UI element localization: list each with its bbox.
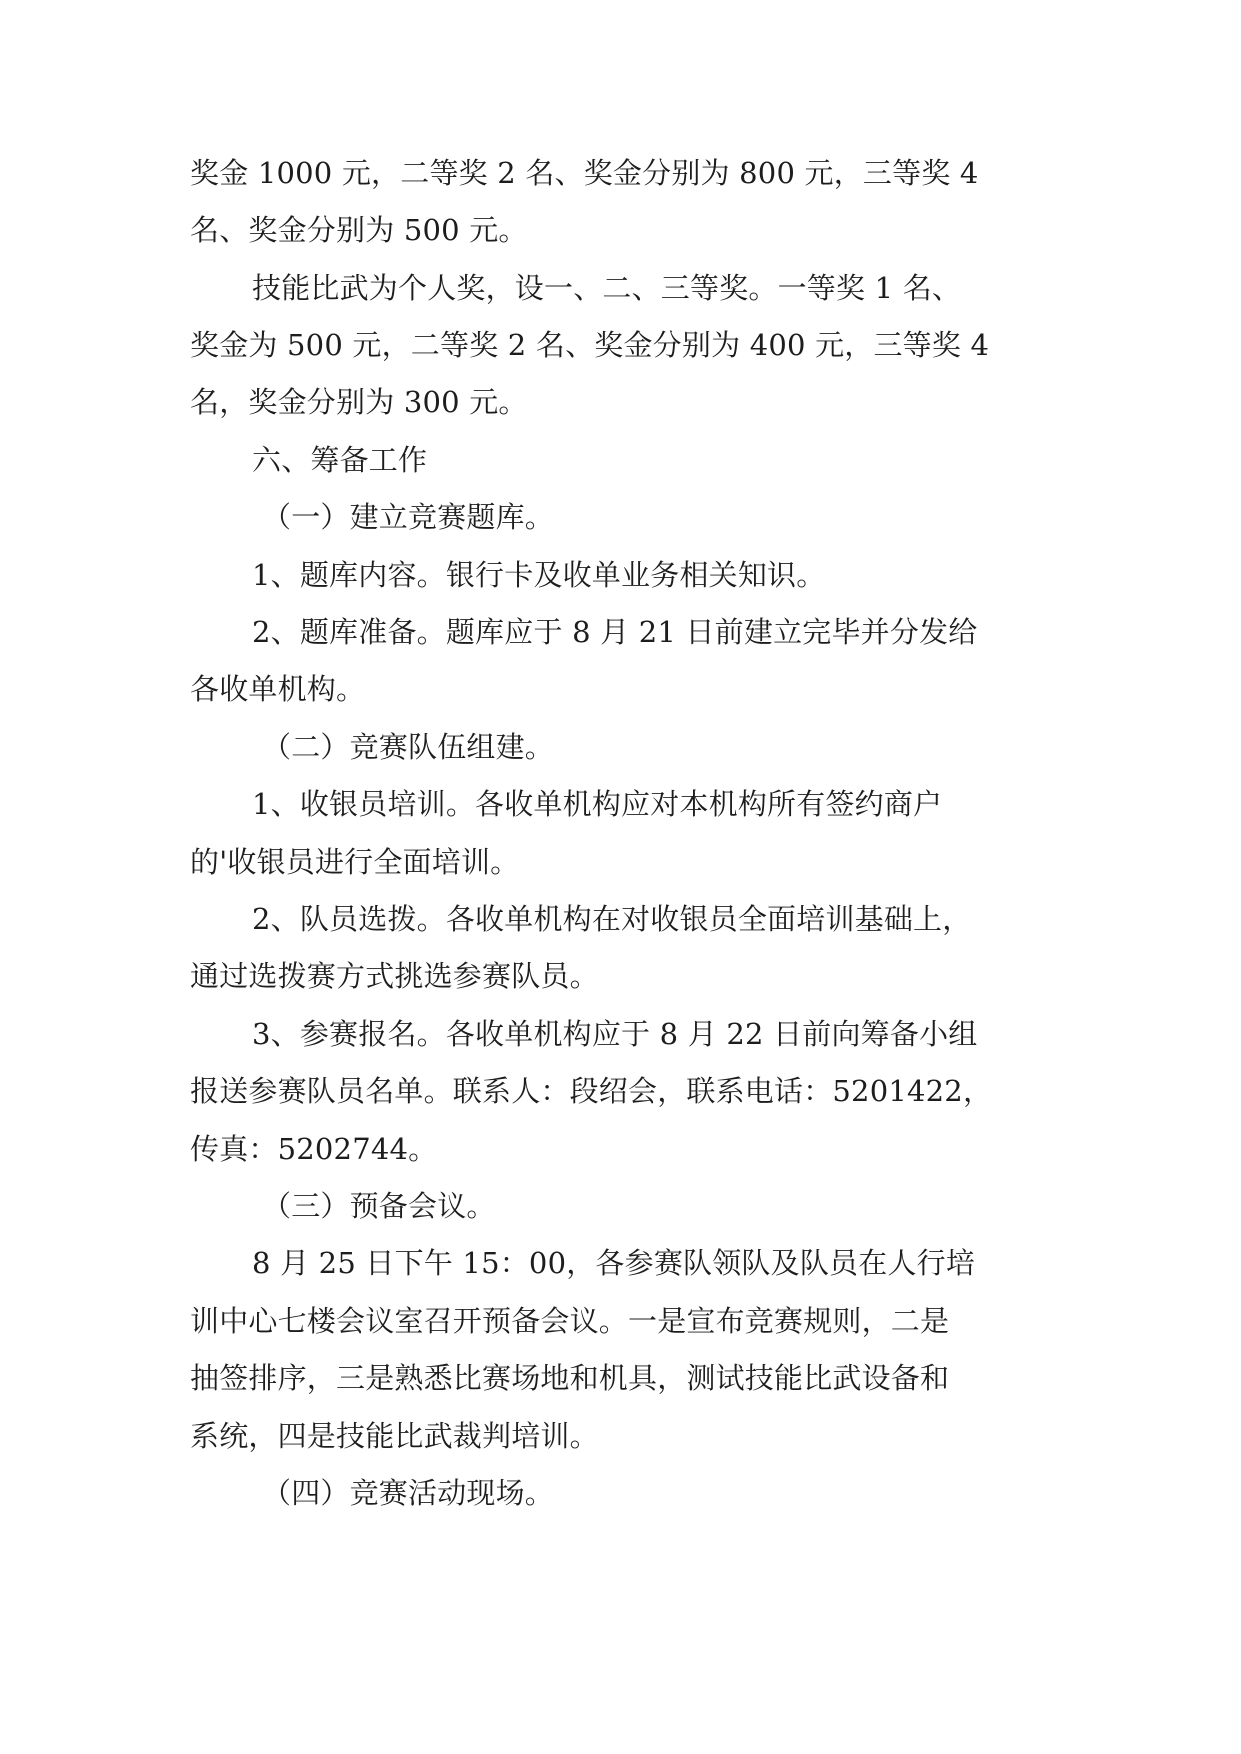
text-line-prize-2: 名、奖金分别为 500 元。 bbox=[190, 213, 528, 247]
item-cashier-training-2: 的'收银员进行全面培训。 bbox=[190, 845, 520, 879]
item-question-prep-1: 2、题库准备。题库应于 8 月 21 日前建立完毕并分发给 bbox=[252, 615, 978, 649]
subheading-team-building: （二）竞赛队伍组建。 bbox=[262, 730, 555, 764]
meeting-text-2: 训中心七楼会议室召开预备会议。一是宣布竞赛规则，二是 bbox=[190, 1304, 950, 1338]
item-member-selection-2: 通过选拨赛方式挑选参赛队员。 bbox=[190, 959, 599, 993]
subheading-preparatory-meeting: （三）预备会议。 bbox=[262, 1189, 496, 1223]
subheading-question-bank: （一）建立竞赛题库。 bbox=[262, 500, 555, 534]
item-registration-2: 报送参赛队员名单。联系人：段绍会，联系电话：5201422， bbox=[190, 1074, 993, 1108]
item-question-prep-2: 各收单机构。 bbox=[190, 672, 366, 706]
subheading-competition-site: （四）竞赛活动现场。 bbox=[262, 1476, 555, 1510]
text-line-prize-1: 奖金 1000 元，二等奖 2 名、奖金分别为 800 元，三等奖 4 bbox=[190, 156, 979, 190]
text-line-skill-1: 技能比武为个人奖，设一、二、三等奖。一等奖 1 名、 bbox=[252, 271, 962, 305]
item-question-content: 1、题库内容。银行卡及收单业务相关知识。 bbox=[252, 558, 826, 592]
meeting-text-4: 系统，四是技能比武裁判培训。 bbox=[190, 1419, 599, 1453]
text-line-skill-2: 奖金为 500 元，二等奖 2 名、奖金分别为 400 元，三等奖 4 bbox=[190, 328, 990, 362]
item-cashier-training-1: 1、收银员培训。各收单机构应对本机构所有签约商户 bbox=[252, 787, 943, 821]
item-registration-3: 传真：5202744。 bbox=[190, 1132, 438, 1166]
meeting-text-1: 8 月 25 日下午 15：00，各参赛队领队及队员在人行培 bbox=[252, 1246, 976, 1280]
section-heading-prep-work: 六、筹备工作 bbox=[252, 443, 428, 477]
item-member-selection-1: 2、队员选拨。各收单机构在对收银员全面培训基础上， bbox=[252, 902, 972, 936]
meeting-text-3: 抽签排序，三是熟悉比赛场地和机具，测试技能比武设备和 bbox=[190, 1361, 950, 1395]
text-line-skill-3: 名，奖金分别为 300 元。 bbox=[190, 385, 528, 419]
item-registration-1: 3、参赛报名。各收单机构应于 8 月 22 日前向筹备小组 bbox=[252, 1017, 978, 1051]
